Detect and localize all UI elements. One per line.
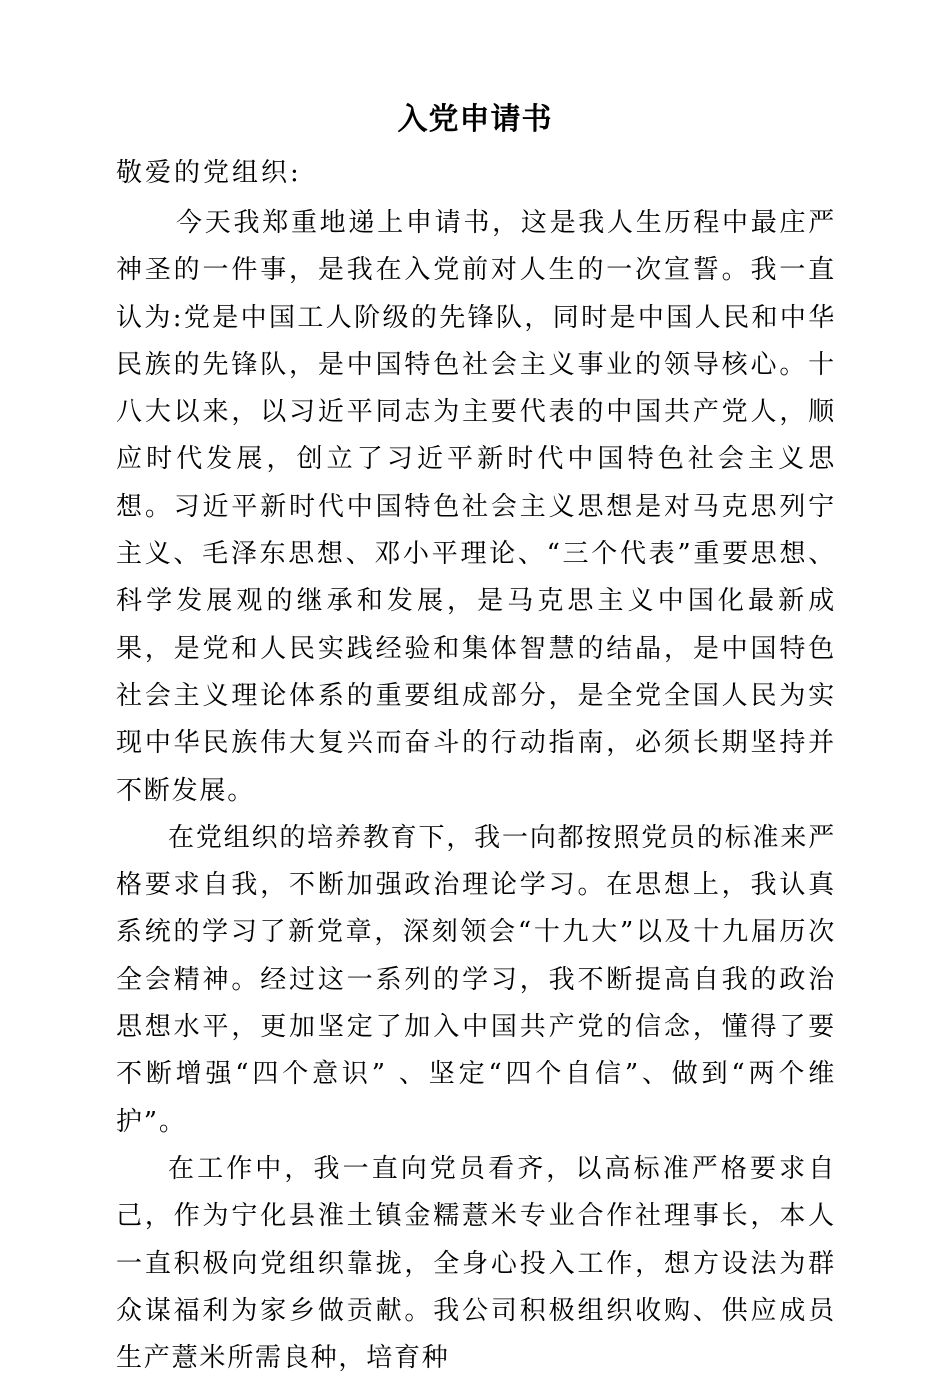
paragraph-1: 今天我郑重地递上申请书，这是我人生历程中最庄严神圣的一件事，是我在入党前对人生的一次宣誓。我一直认为:党是中国工人阶级的先锋队，同时是中国人民和中华民族的先锋队，是中国特色社会主义事业的领导核心。十八大以来，以习近平同志为主要代表的中国共产党人，顺应时代发展，创立了习近平新时代中国特色社会主义思想。习近平新时代中国特色社会主义思想是对马克思列宁主义、毛泽东思想、邓小平理论、“三个代表”重要思想、科学发展观的继承和发展，是马克思主义中国化最新成果，是党和人民实践经验和集体智慧的结晶，是中国特色社会主义理论体系的重要组成部分，是全党全国人民为实现中华民族伟大复兴而奋斗的行动指南，必须长期坚持并不断发展。	[116, 208, 836, 806]
paragraph-2: 在党组织的培养教育下，我一向都按照党员的标准来严格要求自我，不断加强政治理论学习。在思想上，我认真系统的学习了新党章，深刻领会“十九大”以及十九届历次全会精神。经过这一系列的学习，我不断提高自我的政治思想水平，更加坚定了加入中国共产党的信念，懂得了要不断增强“四个意识” 、坚定“四个自信”、做到“两个维护”。	[116, 822, 836, 1137]
document-body	[116, 200, 836, 1382]
salutation: 敬爱的党组织:	[116, 158, 302, 188]
paragraph-3: 在工作中，我一直向党员看齐，以高标准严格要求自己，作为宁化县淮土镇金糯薏米专业合作社理事长，本人一直积极向党组织靠拢，全身心投入工作，想方设法为群众谋福利为家乡做贡献。我公司积极组织收购、供应成员生产薏米所需良种，培育种	[116, 1153, 836, 1374]
document-title: 入党申请书	[397, 102, 553, 137]
